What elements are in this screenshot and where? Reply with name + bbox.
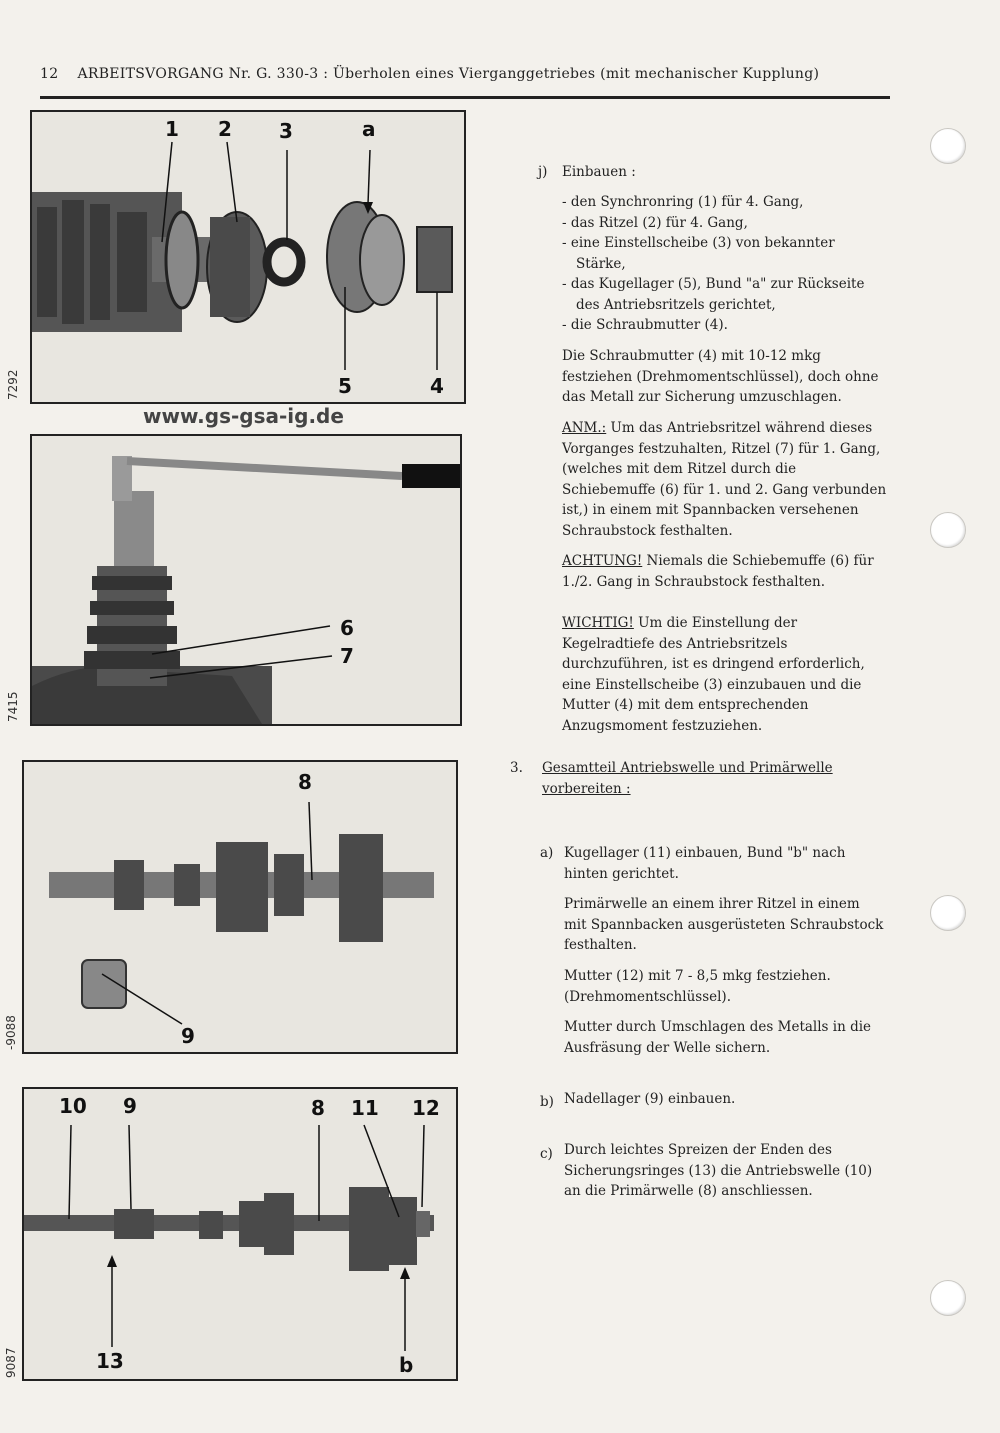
fig1-label-4: 4 [430, 374, 444, 398]
fig4-label-12: 12 [412, 1096, 440, 1120]
figure-9088 [22, 760, 458, 1054]
fig4-label-9: 9 [123, 1094, 137, 1118]
pinion-in-vise-photo [32, 436, 460, 724]
list-item: - den Synchronring (1) für 4. Gang, [562, 194, 804, 210]
assembled-shafts-photo [24, 1089, 456, 1379]
fig4-label-8: 8 [311, 1096, 325, 1120]
section-j-para1: Die Schraubmutter (4) mit 10-12 mkg festziehen (Drehmomentschlüssel), doch ohne das Metall zur Sicherung umzuschlagen. [562, 348, 879, 405]
website-watermark: www.gs-gsa-ig.de [143, 404, 344, 428]
section-3a-text3: Mutter (12) mit 7 - 8,5 mkg festziehen. (Drehmomentschlüssel). [564, 968, 831, 1005]
section-3c-text: Durch leichtes Spreizen der Enden des Sicherungsringes (13) die Antriebswelle (10) an die Primärwelle (8) anschliessen. [564, 1142, 873, 1199]
achtung-label: ACHTUNG! [562, 553, 643, 569]
fig2-label-6: 6 [340, 616, 354, 640]
fig1-label-5: 5 [338, 374, 352, 398]
figure-7292 [30, 110, 466, 404]
anm-note [562, 418, 887, 541]
wichtig-text: Um die Einstellung der Kegelradtiefe des Antriebsritzels durchzuführen, ist es dringend erforderlich, eine Einstellscheibe (3) einzubauen und die Mutter (4) mit dem entsprechenden Anzugsmoment festzuziehen. [562, 615, 865, 734]
fig1-label-1: 1 [165, 117, 179, 141]
figure-number-7415: 7415 [6, 691, 20, 722]
section-3a-text2: Primärwelle an einem ihrer Ritzel in einem mit Spannbacken ausgerüsteten Schraubstock festhalten. [564, 896, 884, 953]
anm-label: ANM.: [562, 420, 607, 436]
wichtig-note [562, 613, 887, 736]
section-3b-text: Nadellager (9) einbauen. [564, 1091, 736, 1107]
page-number: 12 [40, 66, 59, 82]
binder-hole-3 [930, 895, 966, 931]
binder-hole-2 [930, 512, 966, 548]
wichtig-label: WICHTIG! [562, 615, 634, 631]
binder-hole-4 [930, 1280, 966, 1316]
figure-number-9088: -9088 [4, 1015, 18, 1050]
fig4-label-b: b [399, 1353, 414, 1377]
section-3-number: 3. [510, 760, 523, 776]
list-item: - das Kugellager (5), Bund "a" zur Rückseite des Antriebsritzels gerichtet, [562, 276, 865, 313]
achtung-text: Niemals die Schiebemuffe (6) für 1./2. Gang in Schraubstock festhalten. [562, 553, 874, 590]
primary-shaft-photo [24, 762, 456, 1052]
fig4-label-13: 13 [96, 1349, 124, 1373]
section-3-heading: Gesamtteil Antriebswelle und Primärwelle vorbereiten : [542, 760, 833, 797]
section-3a-marker: a) [540, 845, 554, 861]
fig4-label-11: 11 [351, 1096, 379, 1120]
section-3c-marker: c) [540, 1146, 553, 1162]
list-item: - die Schraubmutter (4). [562, 317, 728, 333]
fig2-label-7: 7 [340, 644, 354, 668]
figure-number-7292: 7292 [6, 369, 20, 400]
section-j-heading: Einbauen : [562, 164, 636, 180]
figure-number-9087: 9087 [4, 1347, 18, 1378]
section-3a-text4: Mutter durch Umschlagen des Metalls in die Ausfräsung der Welle sichern. [564, 1019, 872, 1056]
section-j-list [562, 192, 887, 336]
gear-assembly-photo [32, 112, 464, 402]
fig3-label-9: 9 [181, 1024, 195, 1048]
binder-hole-1 [930, 128, 966, 164]
fig1-label-3: 3 [279, 119, 293, 143]
fig1-label-a: a [362, 117, 376, 141]
section-j-marker: j) [538, 164, 548, 180]
achtung-note [562, 551, 887, 592]
anm-text: Um das Antriebsritzel während dieses Vorganges festzuhalten, Ritzel (7) für 1. Gang, (welches mit dem Ritzel durch die Schiebemuffe (6) für 1. und 2. Gang verbunden ist,) in einem mit Spannbacken versehenen Schraubstock festhalten. [562, 420, 887, 539]
page-header [40, 66, 819, 82]
figure-9087 [22, 1087, 458, 1381]
section-3a-text1: Kugellager (11) einbauen, Bund "b" nach hinten gerichtet. [564, 845, 846, 882]
header-rule [40, 96, 890, 99]
list-item: - eine Einstellscheibe (3) von bekannter Stärke, [562, 235, 835, 272]
figure-7415 [30, 434, 462, 726]
list-item: - das Ritzel (2) für 4. Gang, [562, 214, 748, 231]
section-3b-marker: b) [540, 1094, 554, 1110]
fig4-label-10: 10 [59, 1094, 87, 1118]
fig1-label-2: 2 [218, 117, 232, 141]
page-title: ARBEITSVORGANG Nr. G. 330-3 : Überholen eines Vierganggetriebes (mit mechanischer Kupplung) [77, 66, 820, 82]
fig3-label-8: 8 [298, 770, 312, 794]
